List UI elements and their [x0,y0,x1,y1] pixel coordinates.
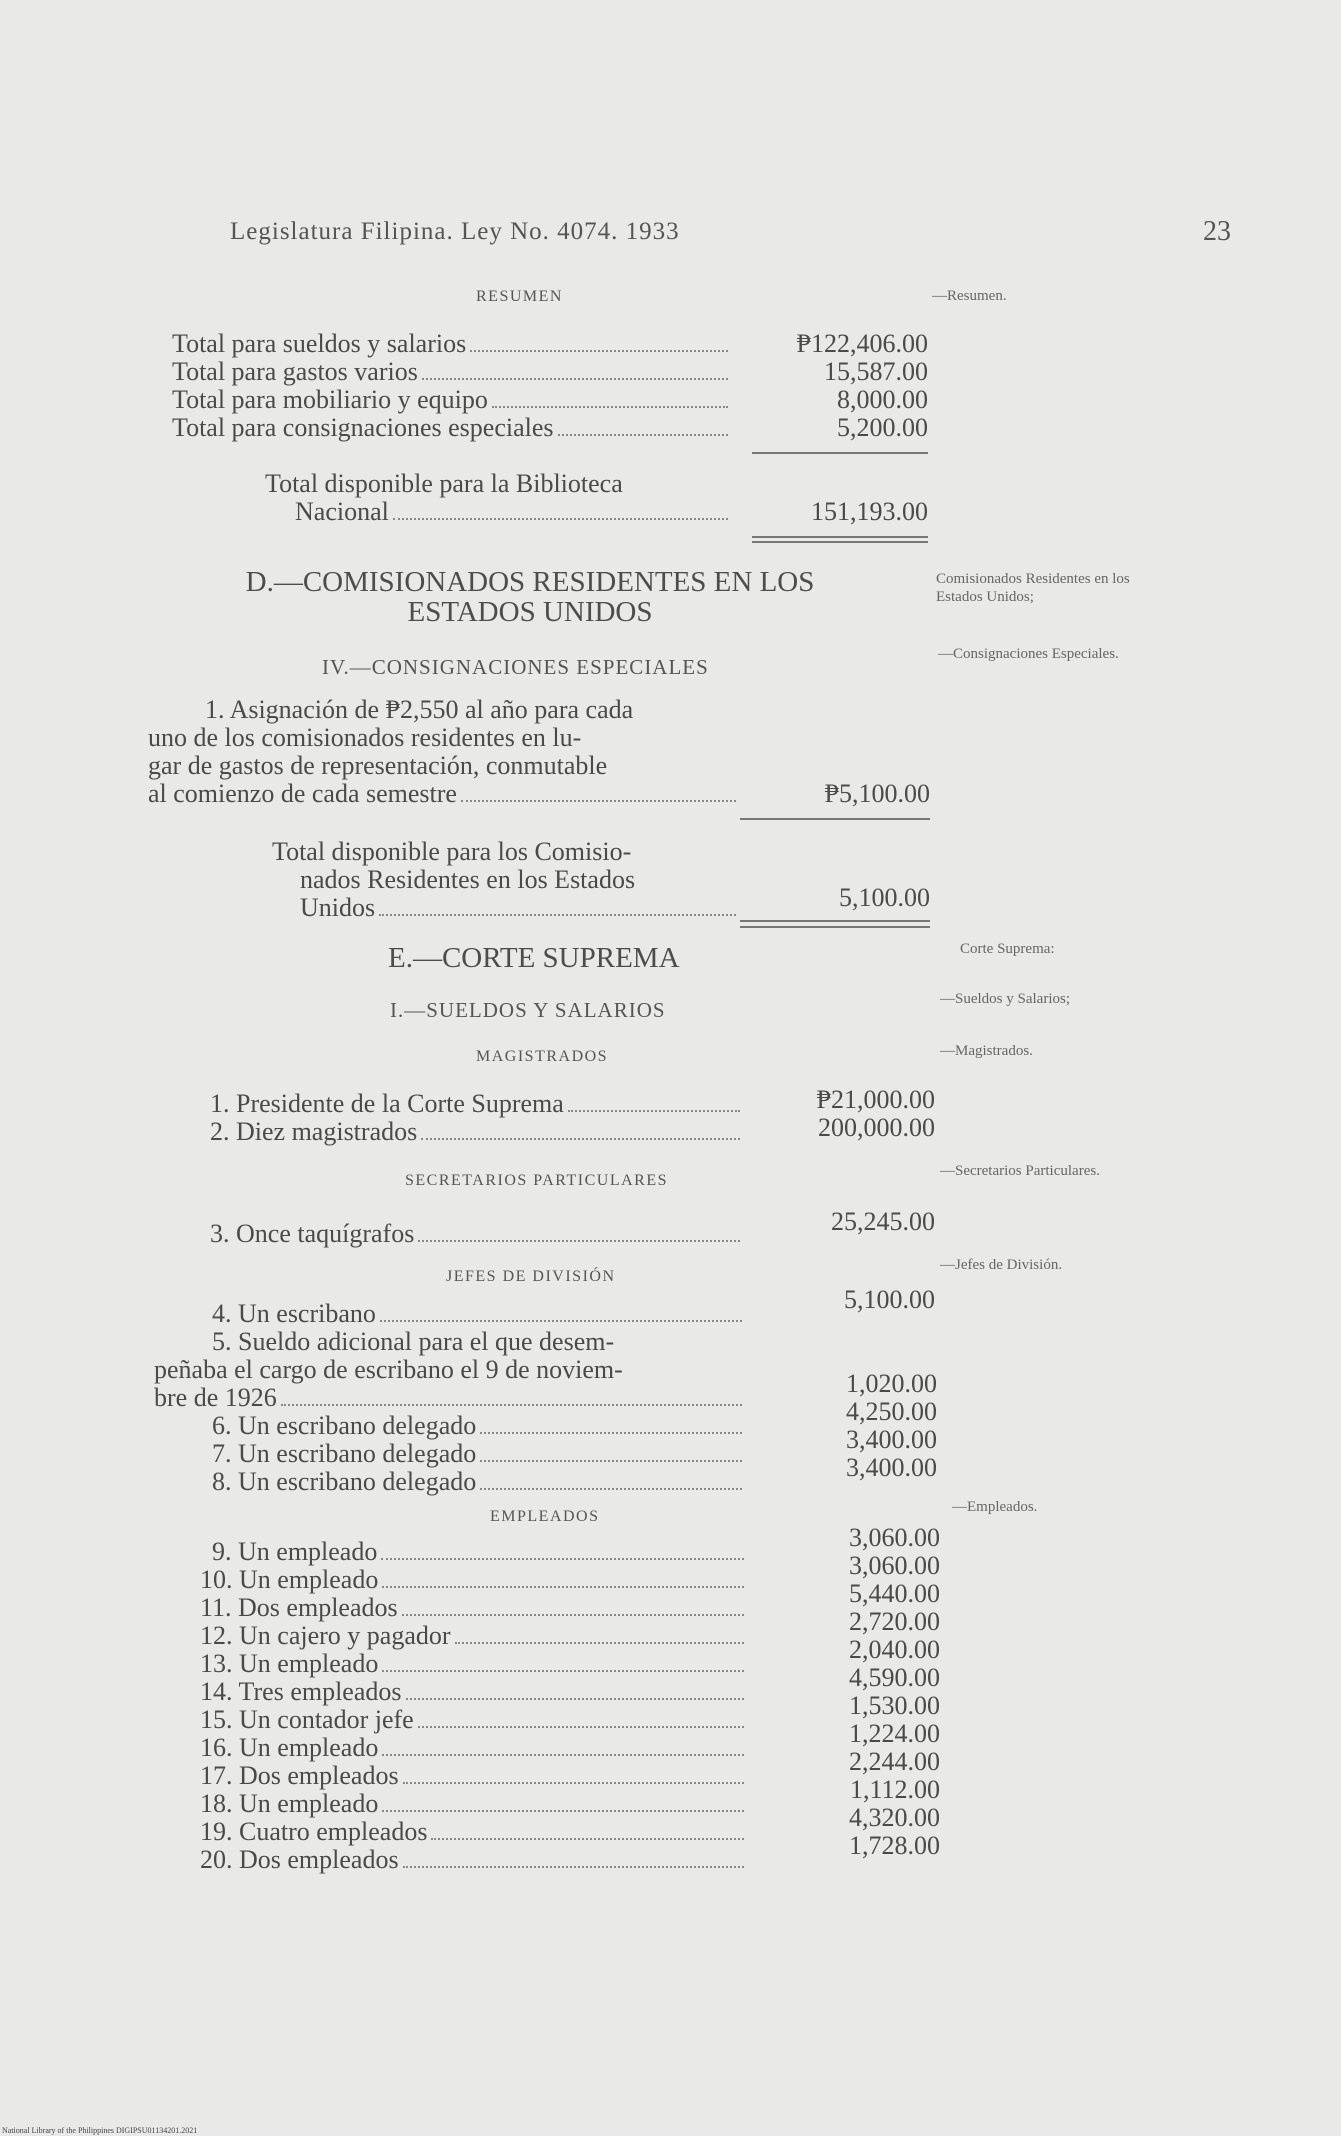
magistrados-heading: MAGISTRADOS [476,1048,609,1065]
page-number: 23 [1203,216,1231,247]
section-d-margin-note: Comisionados Residentes en los Estados Unidos; [936,571,1130,605]
empleados-amount: 2,244.00 [849,1747,940,1776]
jefes-item: 8. Un escribano delegado [212,1468,746,1496]
section-d-item-text: 1. Asignación de ₱2,550 al año para cada [205,695,634,724]
jefes-amount: 4,250.00 [846,1397,937,1426]
subtotal-rule [740,818,930,820]
empleados-item: 11. Dos empleados [200,1594,748,1622]
section-d-item-text: al comienzo de cada semestre [148,780,740,808]
empleados-item: 18. Un empleado [200,1790,748,1818]
empleados-amount: 1,224.00 [849,1719,940,1748]
section-d-total-label: nados Residentes en los Estados [300,865,636,894]
empleados-amount: 1,728.00 [849,1831,940,1860]
empleados-item: 12. Un cajero y pagador [200,1622,748,1650]
magistrados-margin-note: —Magistrados. [940,1043,1033,1059]
empleados-amount: 1,112.00 [849,1775,940,1804]
section-d-subtitle: IV.—CONSIGNACIONES ESPECIALES [322,655,709,679]
running-header: Legislatura Filipina. Ley No. 4074. 1933 [230,218,680,245]
section-d-title-2: ESTADOS UNIDOS [407,596,653,628]
empleados-item: 10. Un empleado [200,1566,748,1594]
empleados-amount: 3,060.00 [849,1551,940,1580]
jefes-item-5-text: bre de 1926 [154,1384,746,1412]
magistrados-item: 2. Diez magistrados [210,1118,744,1146]
empleados-item: 19. Cuatro empleados [200,1818,748,1846]
section-e-title: E.—CORTE SUPREMA [388,942,680,974]
empleados-amount: 3,060.00 [849,1523,940,1552]
empleados-item: 15. Un contador jefe [200,1706,748,1734]
empleados-heading: EMPLEADOS [490,1508,600,1525]
secretarios-amount: 25,245.00 [831,1207,935,1236]
empleados-item: 17. Dos empleados [200,1762,748,1790]
section-d-total-amount: 5,100.00 [839,883,930,912]
jefes-heading: JEFES DE DIVISIÓN [446,1268,616,1285]
resumen-heading: RESUMEN [476,288,563,305]
empleados-item: 16. Un empleado [200,1734,748,1762]
resumen-total-amount: 151,193.00 [811,497,928,526]
resumen-item: Total para mobiliario y equipo [172,386,732,414]
empleados-amount: 2,720.00 [849,1607,940,1636]
magistrados-item: 1. Presidente de la Corte Suprema [210,1090,744,1118]
magistrados-amount: ₱21,000.00 [816,1085,935,1114]
resumen-amount: 5,200.00 [837,413,928,442]
resumen-total-label: Total disponible para la Biblioteca [265,469,623,498]
jefes-item-5-amount: 1,020.00 [846,1369,937,1398]
section-d-margin-note-2: —Consignaciones Especiales. [938,646,1119,662]
empleados-amount: 5,440.00 [849,1579,940,1608]
total-rule [752,541,928,543]
jefes-amount: 5,100.00 [844,1285,935,1314]
jefes-margin-note: —Jefes de División. [940,1257,1063,1273]
section-d-total-label: Unidos [300,894,740,922]
section-d-title: D.—COMISIONADOS RESIDENTES EN LOS [245,566,815,598]
scan-footer: National Library of the Philippines DIGIPSU01134201.2021 [2,2126,198,2135]
resumen-amount: 15,587.00 [824,357,928,386]
empleados-amount: 4,320.00 [849,1803,940,1832]
empleados-amount: 2,040.00 [849,1635,940,1664]
jefes-item: 4. Un escribano [212,1300,746,1328]
empleados-margin-note: —Empleados. [952,1499,1038,1515]
resumen-amount: ₱122,406.00 [796,329,928,358]
empleados-item: 9. Un empleado [212,1538,748,1566]
jefes-amount: 3,400.00 [846,1425,937,1454]
resumen-item: Total para sueldos y salarios [172,330,732,358]
resumen-margin-note: —Resumen. [932,288,1007,304]
total-rule [740,926,930,928]
resumen-item: Total para consignaciones especiales [172,414,732,442]
section-d-item-text: gar de gastos de representación, conmutable [148,751,608,780]
section-d-item-text: uno de los comisionados residentes en lu- [148,723,582,752]
section-e-margin-note: Corte Suprema: [960,941,1055,957]
resumen-amount: 8,000.00 [837,385,928,414]
jefes-item-5-text: 5. Sueldo adicional para el que desem- [212,1327,615,1356]
total-rule [752,536,928,538]
resumen-item: Total para gastos varios [172,358,732,386]
jefes-item: 7. Un escribano delegado [212,1440,746,1468]
jefes-amount: 3,400.00 [846,1453,937,1482]
section-e-margin-note-2: —Sueldos y Salarios; [940,991,1070,1007]
secretarios-item: 3. Once taquígrafos [210,1220,744,1248]
empleados-item: 20. Dos empleados [200,1846,748,1874]
secretarios-margin-note: —Secretarios Particulares. [940,1163,1100,1179]
magistrados-amount: 200,000.00 [818,1113,935,1142]
secretarios-heading: SECRETARIOS PARTICULARES [405,1172,668,1189]
section-d-item-amount: ₱5,100.00 [824,779,930,808]
resumen-total-label-2: Nacional [295,498,732,526]
subtotal-rule [752,452,928,454]
jefes-item: 6. Un escribano delegado [212,1412,746,1440]
empleados-item: 13. Un empleado [200,1650,748,1678]
section-d-total-label: Total disponible para los Comisio- [272,837,632,866]
section-e-subtitle: I.—SUELDOS Y SALARIOS [390,998,666,1022]
jefes-item-5-text: peñaba el cargo de escribano el 9 de noviem- [154,1355,623,1384]
empleados-amount: 4,590.00 [849,1663,940,1692]
total-rule [740,920,930,922]
empleados-amount: 1,530.00 [849,1691,940,1720]
empleados-item: 14. Tres empleados [200,1678,748,1706]
